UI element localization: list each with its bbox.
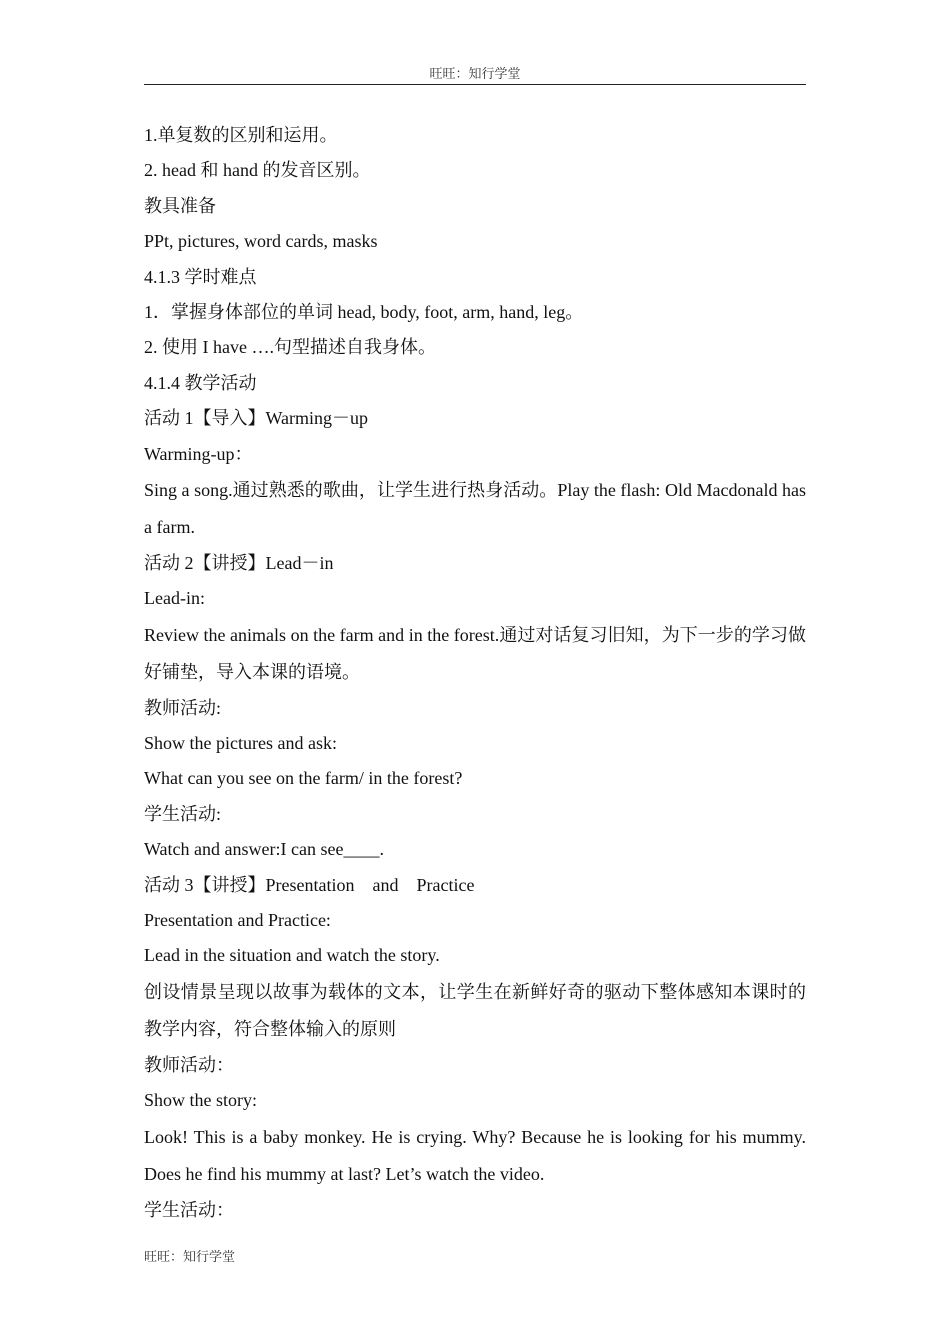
text-line: 1．掌握身体部位的单词 head, body, foot, arm, hand, leg。 (144, 301, 584, 322)
text-line: 教师活动: (144, 697, 222, 718)
text-line: 学生活动: (144, 803, 222, 824)
text-line: PPt, pictures, word cards, masks (144, 231, 378, 252)
text-line: 2. 使用 I have ….句型描述自我身体。 (144, 337, 436, 358)
text-line: 教师活动： (144, 1054, 234, 1075)
activity-heading: 活动 2【讲授】Lead－in (144, 552, 334, 573)
page-header: 旺旺：知行学堂 (144, 66, 806, 85)
page-footer: 旺旺：知行学堂 (144, 1249, 236, 1264)
document-body (144, 118, 806, 1228)
text-line: Presentation and Practice: (144, 910, 331, 931)
text-line: 2. head 和 hand 的发音区别。 (144, 160, 371, 181)
text-line: 学生活动： (144, 1199, 234, 1220)
text-line: Show the story: (144, 1090, 258, 1111)
text-line: Warming-up： (144, 443, 253, 464)
text-line: Show the pictures and ask: (144, 733, 337, 754)
text-line: 1.单复数的区别和运用。 (144, 125, 338, 145)
text-line: Watch and answer:I can see____. (144, 839, 384, 860)
section-heading: 4.1.4 教学活动 (144, 372, 257, 393)
activity-heading: 活动 1【导入】Warming－up (144, 408, 369, 429)
paragraph: Review the animals on the farm and in the forest.通过对话复习旧知，为下一步的学习做好铺垫，导入本课的语境。 (144, 624, 806, 682)
paragraph: 创设情景呈现以故事为载体的文本，让学生在新鲜好奇的驱动下整体感知本课时的教学内容，符合整体输入的原则 (144, 981, 806, 1039)
section-heading: 教具准备 (144, 195, 216, 216)
text-line: Lead in the situation and watch the story. (144, 945, 440, 966)
text-line: Lead-in: (144, 588, 205, 609)
text-line: What can you see on the farm/ in the forest? (144, 768, 463, 789)
activity-heading: 活动 3【讲授】Presentation and Practice (144, 874, 475, 895)
paragraph: Sing a song.通过熟悉的歌曲，让学生进行热身活动。Play the flash: Old Macdonald has a farm. (144, 479, 806, 537)
paragraph: Look! This is a baby monkey. He is crying. Why? Because he is looking for his mummy. Does he find his mummy at last? Let’s watch the video. (144, 1126, 806, 1184)
section-heading: 4.1.3 学时难点 (144, 266, 257, 287)
